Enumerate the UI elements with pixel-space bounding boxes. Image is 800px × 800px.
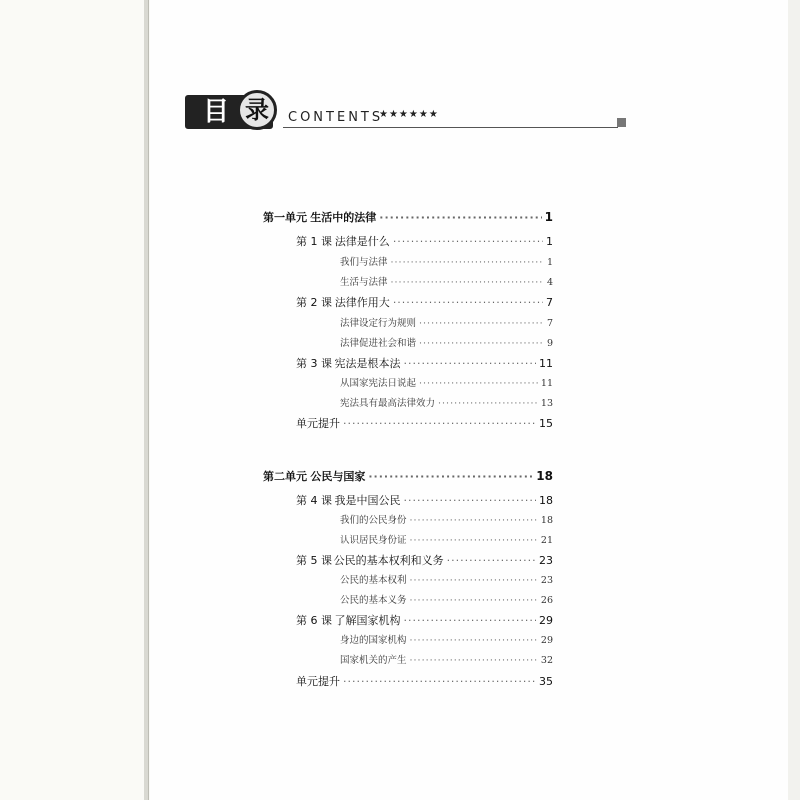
- lesson-page: 23: [539, 554, 553, 567]
- lesson-page: 7: [546, 296, 553, 309]
- topic-title: 法律促进社会和谐: [340, 338, 417, 349]
- topic-title: 宪法具有最高法律效力: [340, 398, 436, 409]
- lesson-title: 法律作用大: [334, 296, 390, 309]
- leader-dots: [403, 494, 536, 507]
- topic-title: 公民的基本权利: [340, 575, 407, 586]
- header-char-lu: 录: [245, 96, 269, 124]
- lesson-prefix: 第 4 课: [296, 494, 332, 507]
- topic-title: 身边的国家机构: [340, 635, 407, 646]
- leader-dots: [393, 296, 543, 309]
- topic-page: 13: [540, 398, 553, 409]
- topic-entry[interactable]: [340, 592, 553, 612]
- lesson-prefix: 第 2 课: [296, 296, 332, 309]
- lesson-title: 法律是什么: [334, 235, 390, 248]
- topic-title: 公民的基本义务: [340, 595, 407, 606]
- lesson-page: 18: [539, 494, 553, 507]
- leader-dots: [419, 378, 538, 389]
- leader-dots: [343, 675, 536, 688]
- lesson-page: 1: [546, 235, 553, 248]
- unit-title: 公民与国家: [310, 470, 366, 483]
- summary-title: 单元提升: [296, 417, 340, 430]
- header-char-mu: 目: [202, 97, 229, 127]
- unit-page: 18: [536, 469, 553, 483]
- topic-page: 23: [540, 575, 553, 586]
- leader-dots: [447, 554, 536, 567]
- leader-dots: [343, 417, 536, 430]
- topic-title: 国家机关的产生: [340, 655, 407, 666]
- unit-prefix: 第二单元: [263, 470, 307, 483]
- topic-entry[interactable]: [340, 315, 553, 335]
- lesson-entry[interactable]: [296, 233, 553, 253]
- leader-dots: [410, 515, 538, 526]
- lesson-title: 了解国家机构: [334, 614, 401, 627]
- book-spine-edge: [148, 0, 149, 800]
- leader-dots: [410, 535, 538, 546]
- lesson-prefix: 第 3 课: [296, 357, 332, 370]
- leader-dots: [419, 338, 544, 349]
- lesson-prefix: 第 6 课: [296, 614, 332, 627]
- unit-prefix: 第一单元: [263, 211, 307, 224]
- header-square-marker: [617, 118, 626, 127]
- summary-page: 35: [539, 675, 553, 688]
- topic-page: 9: [546, 338, 553, 349]
- header-stars: ★★★★★★: [379, 109, 439, 120]
- topic-title: 法律设定行为规则: [340, 318, 417, 329]
- topic-entry[interactable]: [340, 632, 553, 652]
- topic-page: 11: [540, 378, 553, 389]
- topic-title: 我们的公民身份: [340, 515, 407, 526]
- leader-dots: [410, 655, 538, 666]
- leader-dots: [403, 614, 536, 627]
- leader-dots: [391, 277, 544, 288]
- lesson-title: 公民的基本权利和义务: [333, 554, 444, 567]
- lesson-entry[interactable]: [296, 492, 553, 512]
- topic-title: 生活与法律: [340, 277, 388, 288]
- leader-dots: [410, 595, 538, 606]
- topic-entry[interactable]: [340, 375, 553, 395]
- page-margin-right: [788, 0, 800, 800]
- lesson-entry[interactable]: [296, 612, 553, 632]
- lesson-page: 29: [539, 614, 553, 627]
- leader-dots: [393, 235, 543, 248]
- topic-page: 32: [540, 655, 553, 666]
- unit-page: 1: [544, 210, 553, 224]
- topic-page: 26: [540, 595, 553, 606]
- topic-page: 4: [546, 277, 553, 288]
- topic-entry[interactable]: [340, 335, 553, 355]
- lesson-entry[interactable]: [296, 294, 553, 314]
- unit-summary-entry[interactable]: [296, 415, 553, 435]
- topic-title: 从国家宪法日说起: [340, 378, 417, 389]
- leader-dots: [379, 211, 541, 224]
- page-margin-left: [0, 0, 150, 800]
- leader-dots: [368, 470, 533, 483]
- lesson-prefix: 第 1 课: [296, 235, 332, 248]
- topic-entry[interactable]: [340, 572, 553, 592]
- leader-dots: [410, 635, 538, 646]
- lesson-page: 11: [539, 357, 553, 370]
- topic-page: 1: [546, 257, 553, 268]
- topic-entry[interactable]: [340, 395, 553, 415]
- topic-page: 29: [540, 635, 553, 646]
- topic-entry[interactable]: [340, 254, 553, 274]
- leader-dots: [403, 357, 536, 370]
- lesson-prefix: 第 5 课: [296, 554, 332, 567]
- leader-dots: [419, 318, 544, 329]
- topic-entry[interactable]: [340, 652, 553, 672]
- summary-page: 15: [539, 417, 553, 430]
- lesson-entry[interactable]: [296, 355, 553, 375]
- lesson-title: 我是中国公民: [334, 494, 401, 507]
- leader-dots: [410, 575, 538, 586]
- topic-entry[interactable]: [340, 532, 553, 552]
- topic-title: 认识居民身份证: [340, 535, 407, 546]
- lesson-title: 宪法是根本法: [334, 357, 401, 370]
- contents-header: [185, 87, 625, 137]
- header-rule: [283, 127, 618, 128]
- summary-title: 单元提升: [296, 675, 340, 688]
- topic-page: 7: [546, 318, 553, 329]
- unit-summary-entry[interactable]: [296, 673, 553, 693]
- topic-page: 18: [540, 515, 553, 526]
- topic-page: 21: [540, 535, 553, 546]
- lesson-entry[interactable]: [296, 552, 553, 572]
- unit-entry[interactable]: [263, 209, 553, 229]
- unit-title: 生活中的法律: [310, 211, 377, 224]
- leader-dots: [391, 257, 544, 268]
- topic-entry[interactable]: [340, 274, 553, 294]
- unit-entry[interactable]: [263, 468, 553, 488]
- topic-entry[interactable]: [340, 512, 553, 532]
- header-contents-label: CONTENTS: [288, 110, 384, 125]
- topic-title: 我们与法律: [340, 257, 388, 268]
- leader-dots: [438, 398, 538, 409]
